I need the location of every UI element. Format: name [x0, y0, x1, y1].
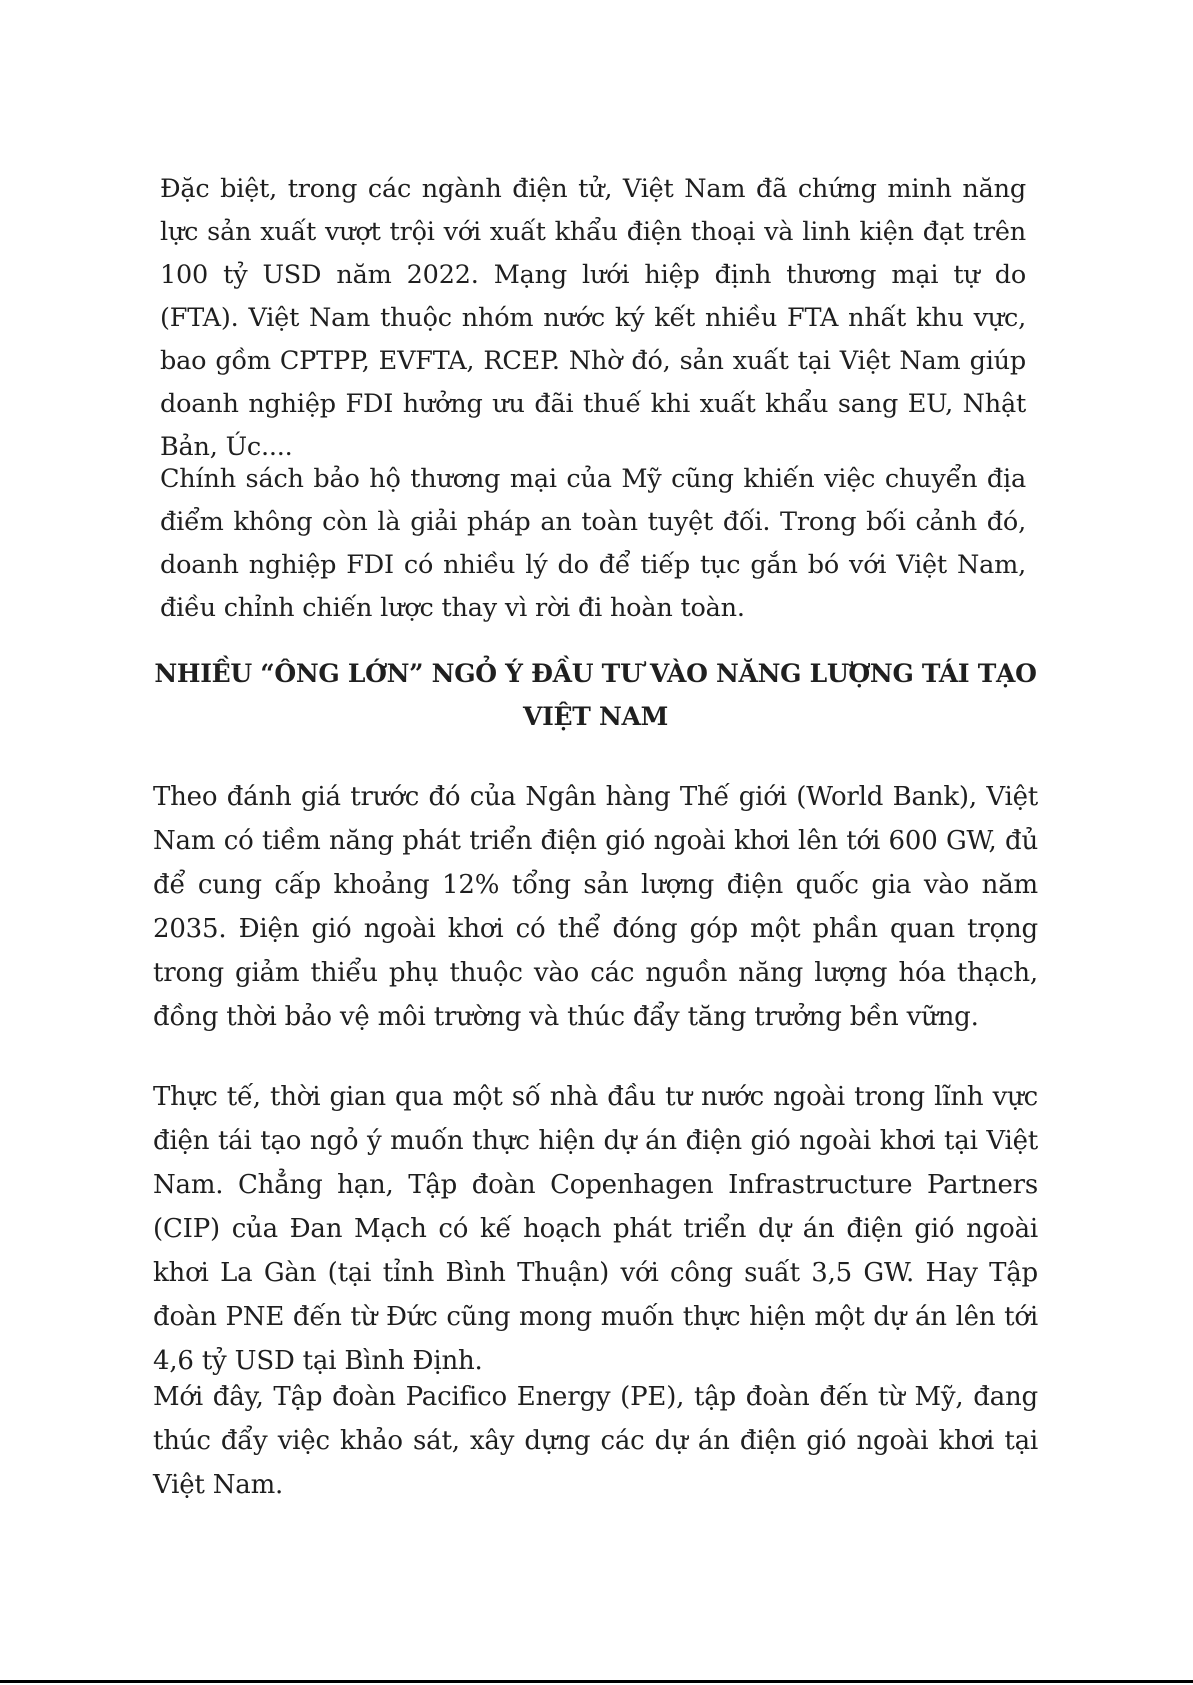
paragraph-pacifico-energy: Mới đây, Tập đoàn Pacifico Energy (PE), tập đoàn đến từ Mỹ, đang thúc đẩy việc khảo sát, xây dựng các dự án điện gió ngoài khơi tại Việt Nam.	[153, 1382, 1038, 1500]
paragraph-foreign-investors: Thực tế, thời gian qua một số nhà đầu tư nước ngoài trong lĩnh vực điện tái tạo ngỏ ý muốn thực hiện dự án điện gió ngoài khơi tại Việt Nam. Chẳng hạn, Tập đoàn Copenhagen Infrastructure Partners (CIP) của Đan Mạch có kế hoạch phát triển dự án điện gió ngoài khơi La Gàn (tại tỉnh Bình Thuận) với công suất 3,5 GW. Hay Tập đoàn PNE đến từ Đức cũng mong muốn thực hiện một dự án lên tới 4,6 tỷ USD tại Bình Định.	[153, 1082, 1038, 1376]
section-heading: NHIỀU “ÔNG LỚN” NGỎ Ý ĐẦU TƯ VÀO NĂNG LƯỢNG TÁI TẠO VIỆT NAM	[154, 659, 1037, 731]
paragraph-world-bank-potential: Theo đánh giá trước đó của Ngân hàng Thế giới (World Bank), Việt Nam có tiềm năng phát triển điện gió ngoài khơi lên tới 600 GW, đủ để cung cấp khoảng 12% tổng sản lượng điện quốc gia vào năm 2035. Điện gió ngoài khơi có thể đóng góp một phần quan trọng trong giảm thiểu phụ thuộc vào các nguồn năng lượng hóa thạch, đồng thời bảo vệ môi trường và thúc đẩy tăng trưởng bền vững.	[153, 782, 1038, 1032]
bottom-border-line	[0, 1680, 1193, 1683]
paragraph-electronics-fta: Đặc biệt, trong các ngành điện tử, Việt Nam đã chứng minh năng lực sản xuất vượt trội với xuất khẩu điện thoại và linh kiện đạt trên 100 tỷ USD năm 2022. Mạng lưới hiệp định thương mại tự do (FTA). Việt Nam thuộc nhóm nước ký kết nhiều FTA nhất khu vực, bao gồm CPTPP, EVFTA, RCEP. Nhờ đó, sản xuất tại Việt Nam giúp doanh nghiệp FDI hưởng ưu đãi thuế khi xuất khẩu sang EU, Nhật Bản, Úc....	[160, 174, 1026, 462]
paragraph-us-protectionism: Chính sách bảo hộ thương mại của Mỹ cũng khiến việc chuyển địa điểm không còn là giải pháp an toàn tuyệt đối. Trong bối cảnh đó, doanh nghiệp FDI có nhiều lý do để tiếp tục gắn bó với Việt Nam, điều chỉnh chiến lược thay vì rời đi hoàn toàn.	[160, 464, 1026, 623]
